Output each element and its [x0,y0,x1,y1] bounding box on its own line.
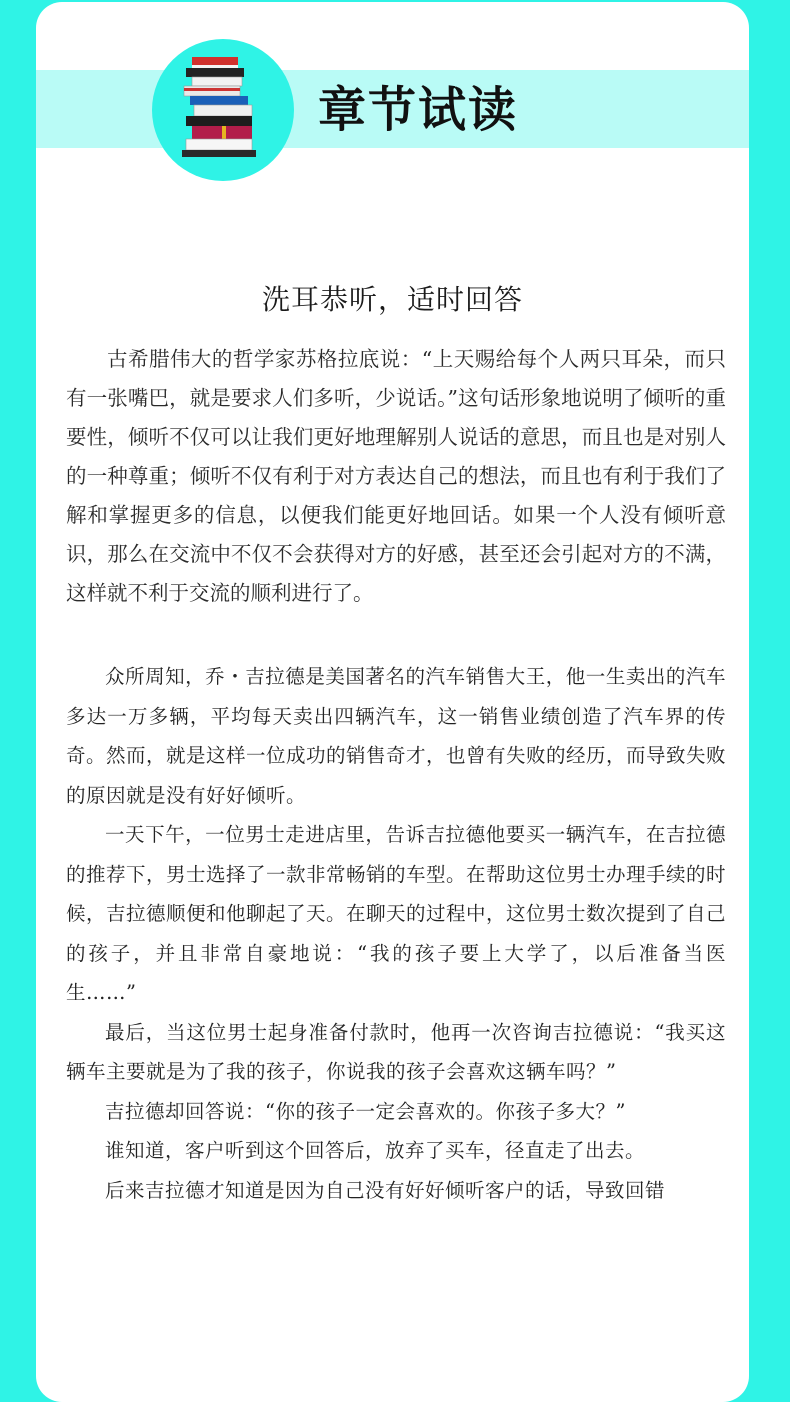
header-badge [152,39,294,181]
article-title: 洗耳恭听，适时回答 [261,283,523,316]
story-paragraph: 众所周知，乔・吉拉德是美国著名的汽车销售大王，他一生卖出的汽车多达一万多辆，平均每天卖出四辆汽车，这一销售业绩创造了汽车界的传奇。然而，就是这样一位成功的销售奇才，也曾有失败的经历，而导致失败的原因就是没有好好倾听。 [66,665,727,807]
content-card [36,2,749,1402]
story-paragraph: 一天下午，一位男士走进店里，告诉吉拉德他要买一辆汽车，在吉拉德的推荐下，男士选择了一款非常畅销的车型。在帮助这位男士办理手续的时候，吉拉德顺便和他聊起了天。在聊天的过程中，这位男士数次提到了自己的孩子，并且非常自豪地说：“我的孩子要上大学了，以后准备当医生……” [66,823,727,1004]
section-title: 章节试读 [318,82,519,138]
story-paragraph: 谁知道，客户听到这个回答后，放弃了买车，径直走了出去。 [105,1139,646,1162]
intro-paragraph: 古希腊伟大的哲学家苏格拉底说：“上天赐给每个人两只耳朵，而只有一张嘴巴，就是要求人们多听，少说话。”这句话形象地说明了倾听的重要性，倾听不仅可以让我们更好地理解别人说话的意思，而且也是对别人的一种尊重；倾听不仅有利于对方表达自己的想法，而且也有利于我们了解和掌握更多的信息，以便我们能更好地回话。如果一个人没有倾听意识，那么在交流中不仅不会获得对方的好感，甚至还会引起对方的不满，这样就不利于交流的顺利进行了。 [66,347,726,605]
story-paragraph: 最后，当这位男士起身准备付款时，他再一次咨询吉拉德说：“我买这辆车主要就是为了我的孩子，你说我的孩子会喜欢这辆车吗？” [66,1020,726,1083]
story-paragraph: 后来吉拉德才知道是因为自己没有好好倾听客户的话，导致回错 [105,1178,666,1202]
book-stack-icon [152,39,294,181]
story-paragraph: 吉拉德却回答说：“你的孩子一定会喜欢的。你孩子多大？” [105,1099,626,1123]
story-body [66,657,726,1210]
